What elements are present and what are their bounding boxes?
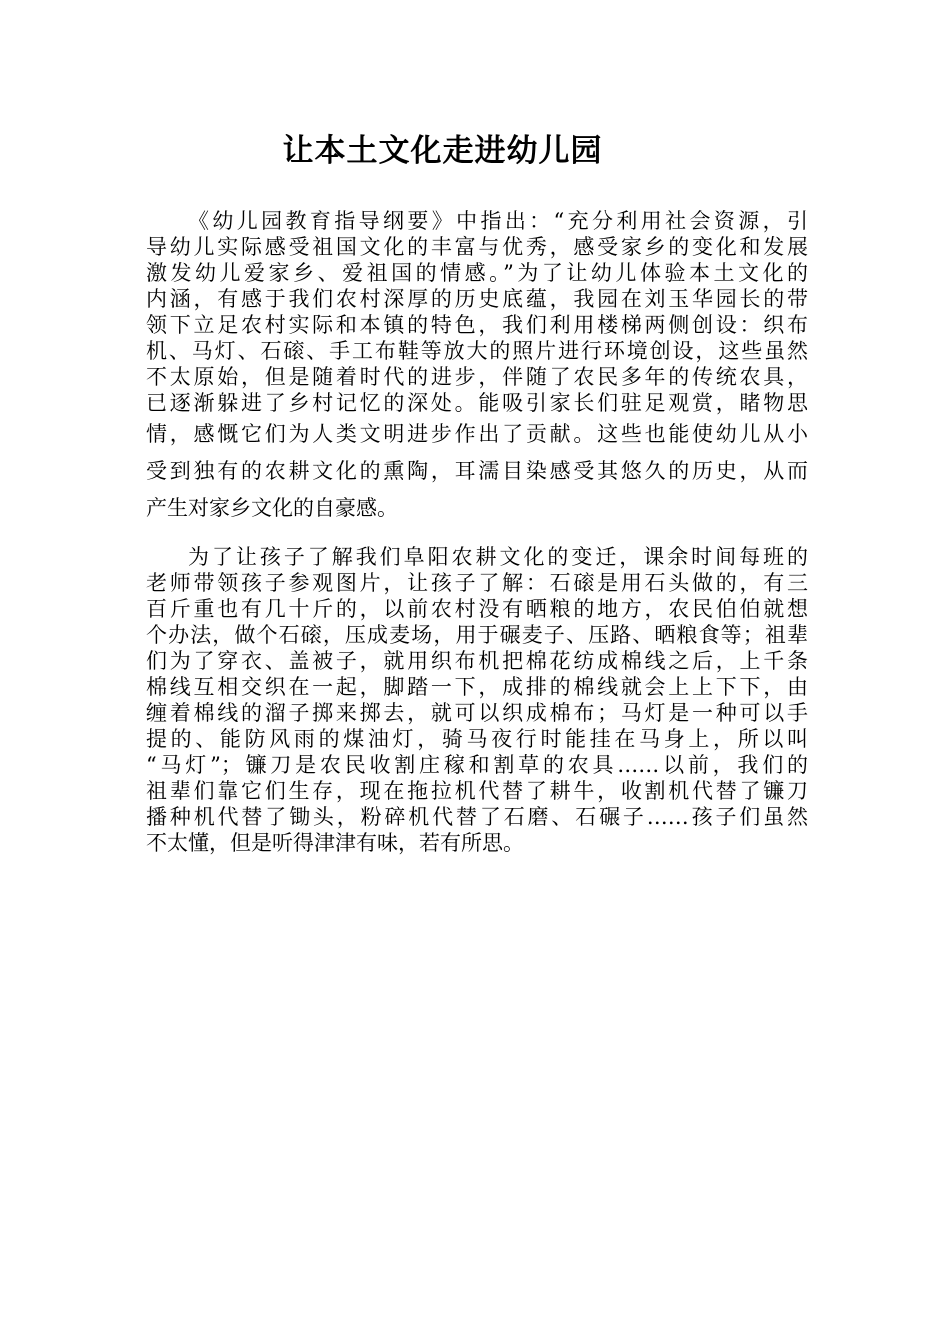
line-9-text-after: 这些也能使幼儿从小 (597, 422, 808, 446)
document-title: 让本土文化走进幼儿园 (282, 133, 603, 169)
paragraph-2-line-12: 不太懂，但是听得津津有味，若有所思。 (146, 831, 524, 855)
paragraph-2-line-3: 百斤重也有几十斤的，以前农村没有晒粮的地方，农民伯伯就想 (146, 597, 808, 621)
highlighted-phrase: 为人类文明进步作出了贡献。 (288, 422, 598, 446)
paragraph-1-line-9 (146, 416, 808, 453)
paragraph-2-line-9: “马灯”；镰刀是农民收割庄稼和割草的农具……以前，我们的 (146, 753, 808, 777)
paragraph-1-line-10: 受到独有的农耕文化的熏陶，耳濡目染感受其悠久的历史，从而 (146, 459, 808, 483)
paragraph-2-line-7: 缠着棉线的溜子掷来掷去，就可以织成棉布；马灯是一种可以手 (146, 701, 808, 725)
paragraph-2 (146, 544, 808, 856)
paragraph-1-line-1: 《幼儿园教育指导纲要》中指出：“充分利用社会资源，引 (188, 209, 808, 233)
paragraph-2-line-11: 播种机代替了锄头，粉碎机代替了石磨、石碾子……孩子们虽然 (146, 805, 808, 829)
paragraph-1-line-8: 已逐渐躲进了乡村记忆的深处。能吸引家长们驻足观赏，睹物思 (146, 391, 808, 415)
paragraph-2-line-8: 提的、能防风雨的煤油灯，骑马夜行时能挂在马身上，所以叫 (146, 727, 808, 751)
line-9-text-before: 情，感慨它们 (146, 422, 289, 446)
paragraph-1-line-3: 激发幼儿爱家乡、爱祖国的情感。”为了让幼儿体验本土文化的 (146, 261, 808, 285)
paragraph-1-line-6: 机、马灯、石磙、手工布鞋等放大的照片进行环境创设，这些虽然 (146, 339, 808, 363)
paragraph-2-line-10: 祖辈们靠它们生存，现在拖拉机代替了耕牛，收割机代替了镰刀 (146, 779, 808, 803)
paragraph-1-line-5: 领下立足农村实际和本镇的特色，我们利用楼梯两侧创设：织布 (146, 313, 808, 337)
paragraph-1-line-2: 导幼儿实际感受祖国文化的丰富与优秀，感受家乡的变化和发展 (146, 235, 808, 259)
paragraph-2-line-4: 个办法，做个石磙，压成麦场，用于碾麦子、压路、晒粮食等；祖辈 (146, 623, 808, 647)
paragraph-1-line-4: 内涵，有感于我们农村深厚的历史底蕴，我园在刘玉华园长的带 (146, 287, 808, 311)
paragraph-1 (146, 208, 808, 527)
paragraph-2-line-5: 们为了穿衣、盖被子，就用织布机把棉花纺成棉线之后，上千条 (146, 649, 808, 673)
paragraph-1-line-11: 产生对家乡文化的自豪感。 (146, 496, 398, 520)
paragraph-2-line-1: 为了让孩子了解我们阜阳农耕文化的变迁，课余时间每班的 (188, 545, 808, 569)
paragraph-1-line-7: 不太原始，但是随着时代的进步，伴随了农民多年的传统农具， (146, 365, 808, 389)
paragraph-2-line-2: 老师带领孩子参观图片，让孩子了解：石磙是用石头做的，有三 (146, 571, 808, 595)
paragraph-2-line-6: 棉线互相交织在一起，脚踏一下，成排的棉线就会上上下下，由 (146, 675, 808, 699)
